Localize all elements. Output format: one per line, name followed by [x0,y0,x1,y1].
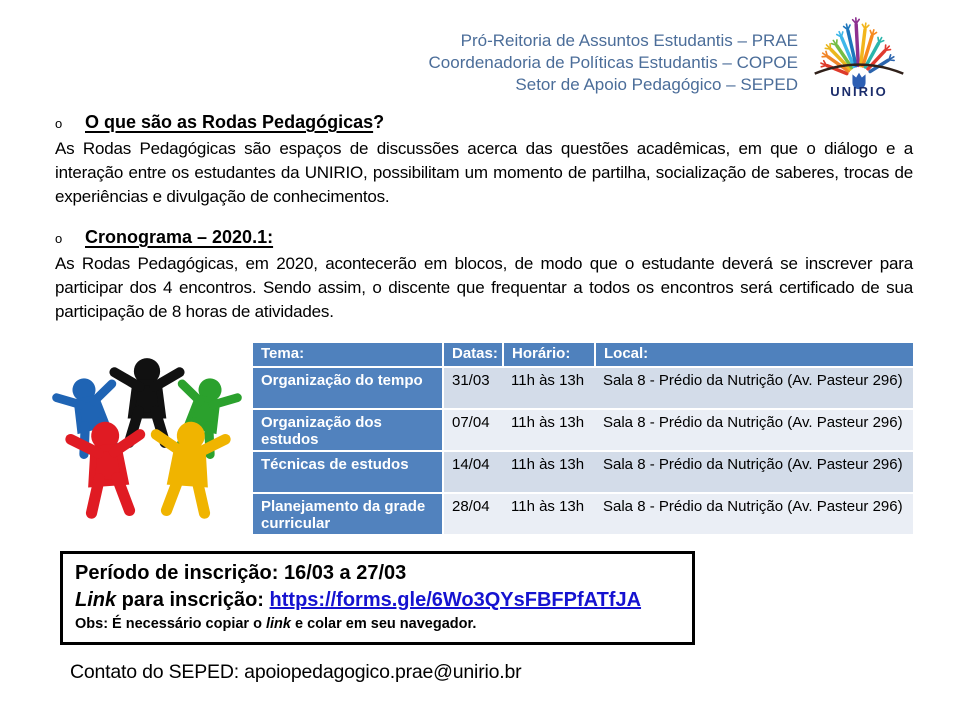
cell-tema: Planejamento da grade curricular [253,493,443,535]
circle-bullet-icon: o [55,116,63,131]
cell-horario: 11h às 13h [503,451,595,493]
column-header-datas: Datas: [443,343,503,367]
people-circle-clipart-icon [42,352,252,542]
note-suffix: e colar em seu navegador. [290,616,477,632]
header-line-copoe: Coordenadoria de Políticas Estudantis – COPOE [428,53,798,72]
contact-label: Contato do SEPED: [70,661,239,683]
cell-local: Sala 8 - Prédio da Nutrição (Av. Pasteur 296) [595,451,913,493]
cell-tema: Organização dos estudos [253,409,443,451]
section-body-rodas: As Rodas Pedagógicas são espaços de discussões acerca das questões acadêmicas, em que o diálogo e a interação entre os estudantes da UNIRIO, possibilitam um momento de partilha, socialização de saberes, trocas de experiências e divulgação de conhecimentos. [55,139,913,206]
unirio-logo [800,8,918,99]
column-header-local: Local: [595,343,913,367]
section-heading-cronograma [55,227,913,248]
table-row [253,493,913,535]
cell-tema: Técnicas de estudos [253,451,443,493]
table-header-row [253,343,913,367]
inscription-period: Período de inscrição: 16/03 a 27/03 [75,562,407,584]
table-row [253,367,913,409]
cell-horario: 11h às 13h [503,409,595,451]
contact-email: apoiopedagogico.prae@unirio.br [244,661,522,683]
schedule-table [253,343,913,536]
note-italic-word: link [266,616,291,632]
unirio-logo-caption: UNIRIO [830,84,888,99]
cell-local: Sala 8 - Prédio da Nutrição (Av. Pasteur 296) [595,493,913,535]
column-header-tema: Tema: [253,343,443,367]
link-label: para inscrição: [116,589,270,611]
header-line-prae: Pró-Reitoria de Assuntos Estudantis – PRAE [460,31,798,50]
table-row [253,451,913,493]
main-content [55,112,913,324]
table-row [253,409,913,451]
raised-hands-icon [800,8,918,90]
cell-datas: 31/03 [443,367,503,409]
cell-tema: Organização do tempo [253,367,443,409]
circle-bullet-icon: o [55,231,63,246]
cell-local: Sala 8 - Prédio da Nutrição (Av. Pasteur 296) [595,367,913,409]
cell-datas: 14/04 [443,451,503,493]
heading-suffix: ? [373,112,385,132]
column-header-horario: Horário: [503,343,595,367]
header-line-seped: Setor de Apoio Pedagógico – SEPED [515,75,798,94]
cell-datas: 07/04 [443,409,503,451]
section-heading-rodas [55,112,913,133]
header-department-lines [429,30,798,96]
note-prefix: Obs: É necessário copiar o [75,616,266,632]
link-word: Link [75,589,117,611]
heading-text: O que são as Rodas Pedagógicas [85,112,374,132]
contact-line [70,661,521,684]
cell-datas: 28/04 [443,493,503,535]
inscription-link-line [75,587,680,614]
cell-horario: 11h às 13h [503,493,595,535]
black-person-icon [114,358,179,443]
section-body-cronograma: As Rodas Pedagógicas, em 2020, acontecerão em blocos, de modo que o estudante deverá se inscrever para participar dos 4 encontros. Sendo assim, o discente que frequentar a todos os encontros será certificado de sua participação de 8 horas de atividades. [55,254,913,321]
inscription-box [60,551,695,645]
inscription-link[interactable]: https://forms.gle/6Wo3QYsFBFPfATfJA [269,589,642,611]
heading-text: Cronograma – 2020.1: [85,227,274,247]
inscription-note [75,614,680,634]
cell-horario: 11h às 13h [503,367,595,409]
cell-local: Sala 8 - Prédio da Nutrição (Av. Pasteur 296) [595,409,913,451]
